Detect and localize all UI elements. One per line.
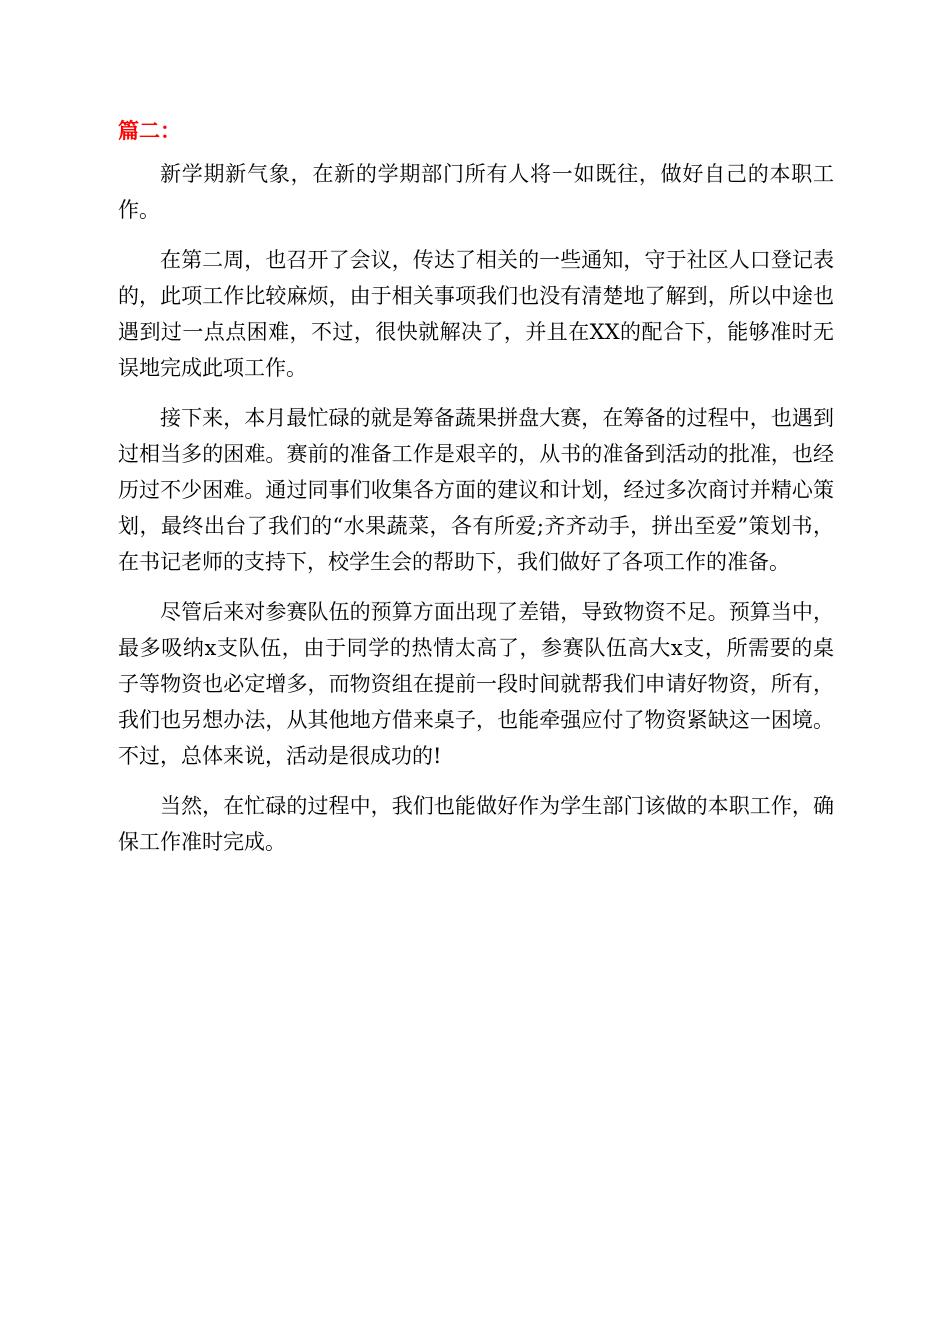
paragraph-3: 接下来，本月最忙碌的就是筹备蔬果拼盘大赛，在筹备的过程中，也遇到过相当多的困难。赛前的准备工作是艰辛的，从书的准备到活动的批准，也经历过不少困难。通过同事们收集各方面的建议和计划，经过多次商讨并精心策划，最终出台了我们的“水果蔬菜，各有所爱;齐齐动手，拼出至爱”策划书，在书记老师的支持下，校学生会的帮助下，我们做好了各项工作的准备。 [118,406,834,574]
paragraph-1: 新学期新气象，在新的学期部门所有人将一如既往，做好自己的本职工作。 [118,162,834,222]
paragraph-2: 在第二周，也召开了会议，传达了相关的一些通知，守于社区人口登记表的，此项工作比较麻烦，由于相关事项我们也没有清楚地了解到，所以中途也遇到过一点点困难，不过，很快就解决了，并且在XX的配合下，能够准时无误地完成此项工作。 [118,248,834,380]
section-heading: 篇二： [118,119,181,143]
document-body [118,156,834,874]
paragraph-4: 尽管后来对参赛队伍的预算方面出现了差错，导致物资不足。预算当中，最多吸纳x支队伍，由于同学的热情太高了，参赛队伍高大x支，所需要的桌子等物资也必定增多，而物资组在提前一段时间就帮我们申请好物资，所有，我们也另想办法，从其他地方借来桌子，也能牵强应付了物资紧缺这一困境。不过，总体来说，活动是很成功的! [118,600,834,768]
paragraph-5: 当然，在忙碌的过程中，我们也能做好作为学生部门该做的本职工作，确保工作准时完成。 [118,794,834,854]
